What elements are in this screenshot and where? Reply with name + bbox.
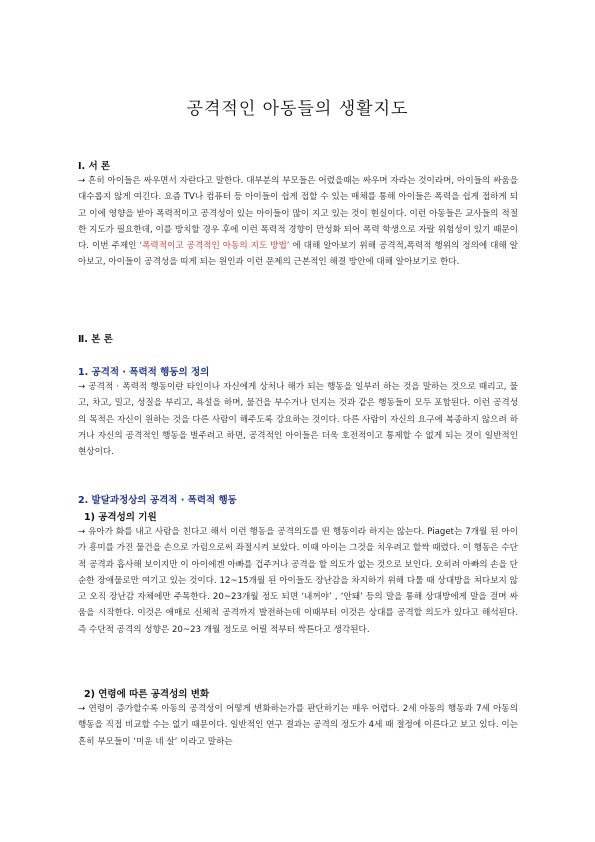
intro-text-after: 에 대해 알아보기 위해 공격적,폭력적 행위의 정의에 대해 알아보고, 아이들이 공격성을 띠게 되는 원인과 이런 문제의 근본적인 해결 방안에 대해 알아보기로 한다. — [78, 241, 518, 268]
intro-heading: Ⅰ. 서 론 — [78, 161, 111, 172]
body-heading: Ⅱ. 본 론 — [78, 334, 113, 345]
topic-highlight: ‘폭력적이고 공격적인 아동의 지도 방법’ — [139, 241, 290, 252]
subsection2-paragraph: → 연령이 증가할수록 아동의 공격성이 어떻게 변화하는가를 판단하기는 매우 어렵다. 2세 아동의 행동과 7세 아동의 행동을 직접 비교할 수는 없기 때문이다. 일반적인 연구 결과는 공격의 정도가 4세 때 절정에 이른다고 보고 있다. 이는 흔히 부모들이 ‘미운 네 살’ 이라고 말하는 — [78, 704, 518, 747]
intro-text-before: → 흔히 아이들은 싸우면서 자란다고 말한다. 대부분의 부모들은 어렸을때는 싸우며 자라는 것이라며, 아이들의 싸움을 대수롭지 않게 여긴다. 요즘 TV나 컴퓨터 등 아이들이 쉽게 접할 수 있는 매체를 통해 아이들은 폭력을 쉽게 접하게 되고 이에 영향을 받아 폭력적이고 공격성이 있는 아이들이 많이 지고 있는 것이 현실이다. 이런 아동들은 교사들의 적절한 지도가 필요한데, 이를 방치할 경우 후에 이런 폭력적 경향이 만성화 되어 폭력 학생으로 자랄 위험성이 있기 때문이다. 이번 주제인 — [78, 176, 518, 252]
subsection2-heading: 2) 연령에 따른 공격성의 변화 — [84, 689, 210, 700]
section1-paragraph: → 공격적 · 폭력적 행동이란 타인이나 자신에게 상처나 해가 되는 행동을 일부러 하는 것을 말하는 것으로 때리고, 물고, 차고, 밀고, 성질을 부리고, 욕설을 하며, 물건을 부수거나 던지는 것과 같은 행동들이 모두 포함된다. 이런 공격성의 목적은 자신이 원하는 것을 다른 사람이 해주도록 강요하는 것이다. 다른 사람이 자신의 요구에 복종하지 않으려 하거나 자신의 공격적인 행동을 벌주려고 하면, 공격적인 아이들은 더욱 호전적이고 통제할 수 없게 되는 것이 일반적인 현상이다. — [78, 382, 518, 458]
subsection1-paragraph: → 유아가 화를 내고 사람을 친다고 해서 이런 행동을 공격의도를 띤 행동이라 하지는 않는다. Piaget는 7개월 된 아이가 흥미를 가진 물건을 손으로 가림으로써 좌절시켜 보았다. 이때 아이는 그것을 치우려고 할싹 때렸다. 이 행동은 수단적 공격과 흡사해 보이지만 이 아이에겐 아빠를 겁주거나 공격을 할 의도가 없는 것으로 보인다. 오히려 아빠의 손을 단순한 장애물로만 여기고 있는 것이다. 12~15개월 된 아이들도 장난감을 차지하기 위해 다툴 때 상대방을 쳐다보지 않고 오직 장난감 자체에만 주목한다. 20~23개월 정도 되면 ‘내꺼야’ , ‘안돼’ 등의 말을 통해 상대방에게 말을 걸며 싸움을 시작한다. 이것은 애매로 신체적 공격까지 발전하는데 이때부터 이것은 상대를 공격할 의도가 있다고 해석된다. 즉 수단적 공격의 성향은 20~23 개월 정도로 어릴 적부터 싹튼다고 생각된다. — [78, 527, 518, 635]
section1-heading: 1. 공격적 · 폭력적 행동의 정의 — [78, 367, 210, 378]
intro-paragraph — [78, 173, 518, 271]
subsection1-heading: 1) 공격성의 기원 — [84, 512, 157, 523]
section2-heading: 2. 발달과정상의 공격적 · 폭력적 행동 — [78, 495, 237, 506]
page-title: 공격적인 아동들의 생활지도 — [186, 99, 409, 119]
